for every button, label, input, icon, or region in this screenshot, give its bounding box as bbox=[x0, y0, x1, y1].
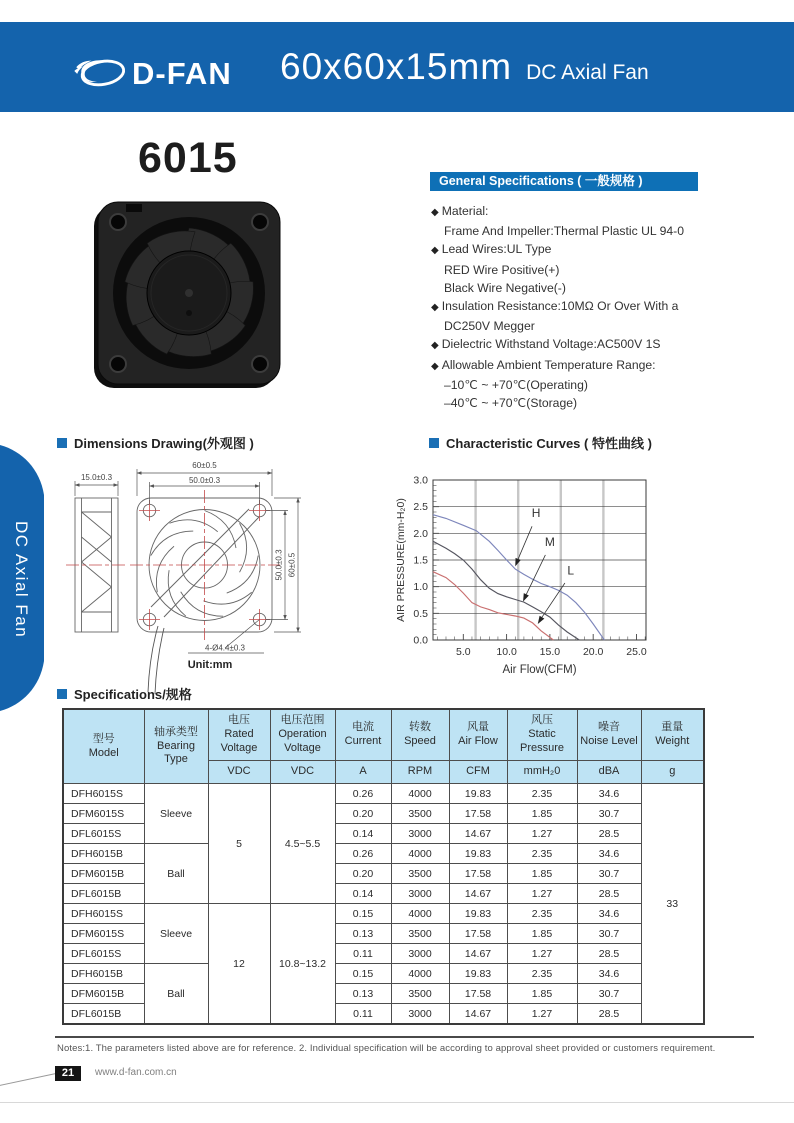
cell-static-pressure: 2.35 bbox=[507, 844, 577, 864]
spec-item bbox=[431, 279, 751, 297]
cell-noise-level: 34.6 bbox=[577, 904, 641, 924]
cell-model: DFH6015B bbox=[63, 964, 144, 984]
unit-label: Unit:mm bbox=[187, 659, 233, 671]
axial-fan-image bbox=[88, 196, 298, 394]
col-header-weight: 重量 Weight bbox=[641, 709, 704, 761]
section-title-text: Specifications/规格 bbox=[74, 687, 192, 702]
general-specs-list bbox=[431, 202, 751, 412]
cell-speed: 4000 bbox=[391, 904, 449, 924]
cell-bearing-type: Ball bbox=[144, 964, 208, 1025]
col-unit-speed: RPM bbox=[391, 761, 449, 784]
svg-text:AIR PRESSURE(mm-H₂0): AIR PRESSURE(mm-H₂0) bbox=[395, 498, 407, 622]
spec-item bbox=[431, 297, 751, 317]
spec-item-text: –10℃ ~ +70℃(Operating) bbox=[444, 377, 588, 392]
cell-noise-level: 34.6 bbox=[577, 784, 641, 804]
svg-text:2.5: 2.5 bbox=[413, 501, 428, 514]
cell-current: 0.20 bbox=[335, 864, 391, 884]
page-number-badge: 21 bbox=[55, 1066, 81, 1081]
svg-text:5.0: 5.0 bbox=[456, 646, 471, 658]
cell-current: 0.26 bbox=[335, 784, 391, 804]
blue-square-icon bbox=[57, 438, 67, 448]
col-unit-static-pressure: mmH₂0 bbox=[507, 761, 577, 784]
svg-text:1.5: 1.5 bbox=[413, 554, 428, 567]
spec-item bbox=[431, 240, 751, 260]
cell-air-flow: 14.67 bbox=[449, 944, 507, 964]
spec-item-text: –40℃ ~ +70℃(Storage) bbox=[444, 396, 578, 411]
bottom-rule bbox=[0, 1102, 794, 1103]
spec-item bbox=[431, 317, 751, 335]
col-header-model: 型号 Model bbox=[63, 709, 144, 784]
table-row bbox=[63, 784, 704, 804]
svg-text:L: L bbox=[567, 563, 575, 578]
dim-label-hole-pitch-h: 50.0±0.3 bbox=[188, 476, 221, 485]
spec-item-text: Black Wire Negative(-) bbox=[444, 280, 566, 295]
col-header-static-pressure: 风压 Static Pressure bbox=[507, 709, 577, 761]
svg-text:0.0: 0.0 bbox=[413, 634, 428, 647]
model-number: 6015 bbox=[138, 134, 238, 182]
spec-table-wrap bbox=[62, 708, 705, 1025]
col-header-noise-level: 噪音 Noise Level bbox=[577, 709, 641, 761]
diamond-bullet-icon: ◆ bbox=[431, 302, 439, 314]
col-header-rated-voltage: 电压 Rated Voltage bbox=[208, 709, 270, 761]
website-text: www.d-fan.com.cn bbox=[95, 1067, 177, 1078]
col-unit-rated-voltage: VDC bbox=[208, 761, 270, 784]
spec-item-text: Material: bbox=[441, 204, 489, 218]
cell-speed: 3500 bbox=[391, 864, 449, 884]
spec-item-text: Lead Wires:UL Type bbox=[441, 242, 552, 257]
cell-static-pressure: 2.35 bbox=[507, 904, 577, 924]
spec-item bbox=[431, 376, 751, 394]
header-band bbox=[0, 22, 794, 112]
cell-static-pressure: 1.85 bbox=[507, 864, 577, 884]
spec-item bbox=[431, 335, 751, 355]
cell-current: 0.15 bbox=[335, 964, 391, 984]
cell-model: DFM6015B bbox=[63, 984, 144, 1004]
cell-air-flow: 14.67 bbox=[449, 1004, 507, 1025]
section-title-text: Dimensions Drawing(外观图 ) bbox=[74, 436, 254, 451]
brand-name: D-FAN bbox=[132, 56, 232, 91]
cell-speed: 4000 bbox=[391, 784, 449, 804]
cell-air-flow: 19.83 bbox=[449, 904, 507, 924]
cell-air-flow: 17.58 bbox=[449, 984, 507, 1004]
svg-text:10.0: 10.0 bbox=[496, 646, 517, 658]
cell-operation-voltage: 10.8~13.2 bbox=[270, 904, 335, 1025]
cell-air-flow: 14.67 bbox=[449, 824, 507, 844]
diamond-bullet-icon: ◆ bbox=[431, 207, 439, 218]
cell-model: DFL6015S bbox=[63, 944, 144, 964]
cell-static-pressure: 1.85 bbox=[507, 924, 577, 944]
cell-noise-level: 30.7 bbox=[577, 984, 641, 1004]
table-row bbox=[63, 904, 704, 924]
diamond-bullet-icon: ◆ bbox=[431, 360, 439, 372]
spec-item bbox=[431, 261, 751, 279]
cell-model: DFL6015S bbox=[63, 824, 144, 844]
cell-noise-level: 30.7 bbox=[577, 924, 641, 944]
svg-text:3.0: 3.0 bbox=[413, 474, 428, 487]
chart-svg bbox=[393, 452, 765, 694]
col-unit-air-flow: CFM bbox=[449, 761, 507, 784]
cell-current: 0.13 bbox=[335, 924, 391, 944]
dim-label-thickness: 15.0±0.3 bbox=[80, 473, 113, 482]
cell-noise-level: 34.6 bbox=[577, 964, 641, 984]
section-title-dimensions bbox=[57, 433, 254, 452]
spec-item-text: Allowable Ambient Temperature Range: bbox=[441, 357, 656, 372]
footer-decorative-line bbox=[0, 1073, 56, 1086]
cell-noise-level: 30.7 bbox=[577, 864, 641, 884]
cell-bearing-type: Sleeve bbox=[144, 904, 208, 964]
cell-rated-voltage: 5 bbox=[208, 784, 270, 904]
spec-item-text: Dielectric Withstand Voltage:AC500V 1S bbox=[441, 337, 661, 352]
spec-item bbox=[431, 222, 751, 240]
spec-item-text: RED Wire Positive(+) bbox=[444, 262, 560, 277]
cell-static-pressure: 2.35 bbox=[507, 784, 577, 804]
characteristic-curves-chart bbox=[393, 452, 765, 694]
cell-model: DFH6015S bbox=[63, 904, 144, 924]
diamond-bullet-icon: ◆ bbox=[431, 245, 439, 257]
cell-noise-level: 28.5 bbox=[577, 1004, 641, 1025]
cell-static-pressure: 1.85 bbox=[507, 804, 577, 824]
cell-weight: 33 bbox=[641, 784, 704, 1025]
spec-item-text: Frame And Impeller:Thermal Plastic UL 94-0 bbox=[444, 224, 684, 239]
svg-text:25.0: 25.0 bbox=[626, 646, 647, 658]
spec-item-text: Insulation Resistance:10MΩ Or Over With a bbox=[441, 299, 679, 314]
cell-model: DFM6015S bbox=[63, 924, 144, 944]
cell-model: DFL6015B bbox=[63, 1004, 144, 1025]
svg-text:M: M bbox=[544, 534, 555, 549]
cell-current: 0.14 bbox=[335, 824, 391, 844]
section-title-curves bbox=[429, 433, 652, 452]
col-header-bearing-type: 轴承类型 Bearing Type bbox=[144, 709, 208, 784]
col-header-operation-voltage: 电压范围 Operation Voltage bbox=[270, 709, 335, 761]
cell-speed: 3000 bbox=[391, 884, 449, 904]
col-unit-weight: g bbox=[641, 761, 704, 784]
spec-item bbox=[431, 394, 751, 412]
cell-current: 0.13 bbox=[335, 984, 391, 1004]
dim-label-height-outer: 60±0.5 bbox=[287, 552, 297, 578]
cell-noise-level: 30.7 bbox=[577, 804, 641, 824]
cell-speed: 3000 bbox=[391, 824, 449, 844]
spec-item bbox=[431, 356, 751, 376]
col-header-air-flow: 风量 Air Flow bbox=[449, 709, 507, 761]
cell-speed: 3000 bbox=[391, 1004, 449, 1025]
cell-current: 0.14 bbox=[335, 884, 391, 904]
cell-model: DFM6015B bbox=[63, 864, 144, 884]
cell-static-pressure: 1.27 bbox=[507, 824, 577, 844]
cell-model: DFL6015B bbox=[63, 884, 144, 904]
svg-text:Air Flow(CFM): Air Flow(CFM) bbox=[502, 664, 577, 676]
table-row bbox=[63, 844, 704, 864]
diamond-bullet-icon: ◆ bbox=[431, 340, 439, 352]
col-header-current: 电流 Current bbox=[335, 709, 391, 761]
dim-label-width-outer: 60±0.5 bbox=[192, 461, 217, 470]
cell-current: 0.15 bbox=[335, 904, 391, 924]
svg-text:2.0: 2.0 bbox=[413, 527, 428, 540]
cell-speed: 3500 bbox=[391, 984, 449, 1004]
cell-bearing-type: Sleeve bbox=[144, 784, 208, 844]
col-header-speed: 转数 Speed bbox=[391, 709, 449, 761]
cell-speed: 3000 bbox=[391, 944, 449, 964]
spec-item-text: DC250V Megger bbox=[444, 319, 535, 334]
dim-label-hole-dia: 4-Ø4.4±0.3 bbox=[205, 643, 245, 653]
dim-label-hole-pitch-v: 50.0±0.3 bbox=[274, 549, 284, 581]
cell-operation-voltage: 4.5~5.5 bbox=[270, 784, 335, 904]
cell-noise-level: 34.6 bbox=[577, 844, 641, 864]
cell-current: 0.26 bbox=[335, 844, 391, 864]
header-title-row bbox=[280, 46, 649, 88]
cell-air-flow: 17.58 bbox=[449, 804, 507, 824]
table-row bbox=[63, 964, 704, 984]
cell-air-flow: 17.58 bbox=[449, 864, 507, 884]
cell-static-pressure: 1.27 bbox=[507, 884, 577, 904]
dimensions-drawing bbox=[52, 452, 397, 702]
cell-model: DFM6015S bbox=[63, 804, 144, 824]
cell-air-flow: 17.58 bbox=[449, 924, 507, 944]
cell-bearing-type: Ball bbox=[144, 844, 208, 904]
spec-item bbox=[431, 202, 751, 222]
cell-static-pressure: 1.27 bbox=[507, 1004, 577, 1025]
cell-air-flow: 19.83 bbox=[449, 784, 507, 804]
svg-text:1.0: 1.0 bbox=[413, 581, 428, 594]
spec-table bbox=[62, 708, 705, 1025]
cell-air-flow: 19.83 bbox=[449, 844, 507, 864]
cell-model: DFH6015S bbox=[63, 784, 144, 804]
general-specs-title: General Specifications ( 一般规格 ) bbox=[430, 172, 698, 191]
cell-static-pressure: 2.35 bbox=[507, 964, 577, 984]
size-title: 60x60x15mm bbox=[280, 46, 513, 87]
section-title-text: Characteristic Curves ( 特性曲线 ) bbox=[446, 436, 652, 451]
svg-text:H: H bbox=[531, 506, 541, 521]
separator-rule bbox=[55, 1036, 754, 1038]
cell-speed: 4000 bbox=[391, 964, 449, 984]
cell-static-pressure: 1.27 bbox=[507, 944, 577, 964]
sidebar-label: DC Axial Fan bbox=[12, 521, 31, 639]
cell-noise-level: 28.5 bbox=[577, 884, 641, 904]
blue-square-icon bbox=[429, 438, 439, 448]
fan-photo bbox=[88, 196, 298, 399]
cell-static-pressure: 1.85 bbox=[507, 984, 577, 1004]
notes-text: Notes:1. The parameters listed above are for reference. 2. Individual specification will be according to approval sheet provided or customers requirement. bbox=[57, 1043, 716, 1054]
cell-speed: 3500 bbox=[391, 804, 449, 824]
cell-rated-voltage: 12 bbox=[208, 904, 270, 1025]
swoosh-ellipse-icon bbox=[72, 52, 130, 92]
col-unit-current: A bbox=[335, 761, 391, 784]
svg-text:15.0: 15.0 bbox=[539, 646, 561, 658]
cell-speed: 4000 bbox=[391, 844, 449, 864]
svg-text:20.0: 20.0 bbox=[582, 646, 604, 658]
cell-air-flow: 19.83 bbox=[449, 964, 507, 984]
svg-text:0.5: 0.5 bbox=[413, 607, 428, 620]
cell-current: 0.11 bbox=[335, 944, 391, 964]
cell-current: 0.11 bbox=[335, 1004, 391, 1025]
cell-current: 0.20 bbox=[335, 804, 391, 824]
cell-noise-level: 28.5 bbox=[577, 944, 641, 964]
col-unit-operation-voltage: VDC bbox=[270, 761, 335, 784]
cell-noise-level: 28.5 bbox=[577, 824, 641, 844]
cell-air-flow: 14.67 bbox=[449, 884, 507, 904]
cell-model: DFH6015B bbox=[63, 844, 144, 864]
cell-speed: 3500 bbox=[391, 924, 449, 944]
brand-logo bbox=[72, 52, 232, 92]
product-type-subtitle: DC Axial Fan bbox=[526, 61, 649, 84]
col-unit-noise-level: dBA bbox=[577, 761, 641, 784]
